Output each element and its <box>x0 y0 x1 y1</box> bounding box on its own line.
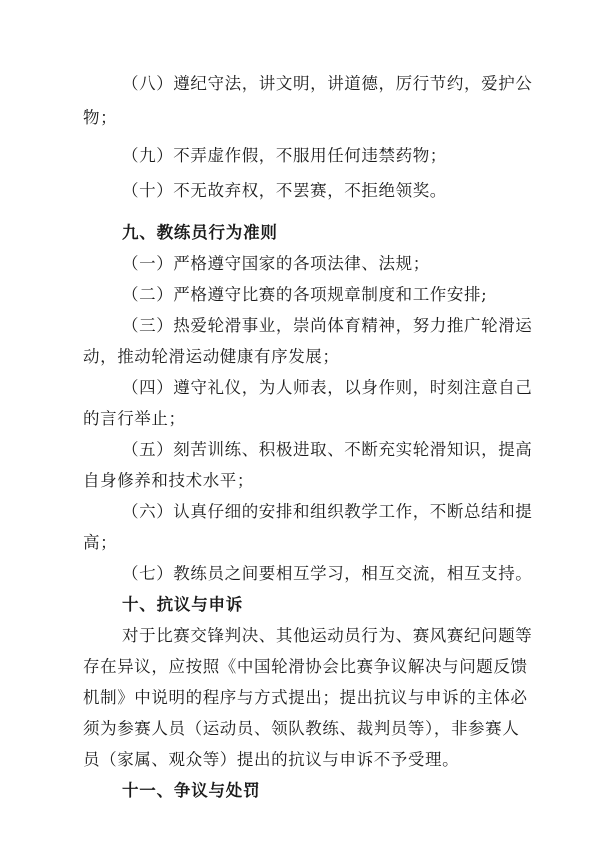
coach-rule-2: （二）严格遵守比赛的各项规章制度和工作安排; <box>122 285 488 304</box>
section-heading-coach-conduct: 九、教练员行为准则 <box>122 223 278 242</box>
coach-rule-1: （一）严格遵守国家的各项法律、法规； <box>122 254 430 273</box>
coach-rule-6-line-2: 高； <box>83 533 118 552</box>
rule-8-line-1: （八）遵纪守法，讲文明，讲道德，厉行节约，爱护公 <box>122 74 533 93</box>
section-heading-protest-appeal: 十、抗议与申诉 <box>122 595 244 614</box>
coach-rule-3-line-2: 动，推动轮滑运动健康有序发展； <box>83 347 340 366</box>
coach-rule-7: （七）教练员之间要相互学习，相互交流，相互支持。 <box>122 564 533 583</box>
coach-rule-5-line-1: （五）刻苦训练、积极进取、不断充实轮滑知识，提高 <box>122 440 533 459</box>
coach-rule-5-line-2: 自身修养和技术水平； <box>83 471 254 490</box>
coach-rule-4-line-2: 的言行举止； <box>83 409 186 428</box>
protest-paragraph-line-2: 存在异议，应按照《中国轮滑协会比赛争议解决与问题反馈 <box>83 657 528 676</box>
protest-paragraph-line-3: 机制》中说明的程序与方式提出；提出抗议与申诉的主体必 <box>83 688 528 707</box>
rule-10: （十）不无故弃权，不罢赛，不拒绝领奖。 <box>122 181 447 200</box>
protest-paragraph-line-4: 须为参赛人员（运动员、领队教练、裁判员等），非参赛人 <box>83 719 520 738</box>
coach-rule-4-line-1: （四）遵守礼仪，为人师表，以身作则，时刻注意自己 <box>122 378 533 397</box>
protest-paragraph-line-1: 对于比赛交锋判决、其他运动员行为、赛风赛纪问题等 <box>122 626 533 645</box>
rule-8-line-2: 物； <box>83 108 118 127</box>
coach-rule-3-line-1: （三）热爱轮滑事业，崇尚体育精神，努力推广轮滑运 <box>122 316 533 335</box>
rule-9: （九）不弄虚作假，不服用任何违禁药物； <box>122 146 447 165</box>
protest-paragraph-line-5: 员（家属、观众等）提出的抗议与申诉不予受理。 <box>83 750 460 769</box>
section-heading-disputes-penalties: 十一、争议与处罚 <box>122 781 261 800</box>
coach-rule-6-line-1: （六）认真仔细的安排和组织教学工作，不断总结和提 <box>122 502 533 521</box>
